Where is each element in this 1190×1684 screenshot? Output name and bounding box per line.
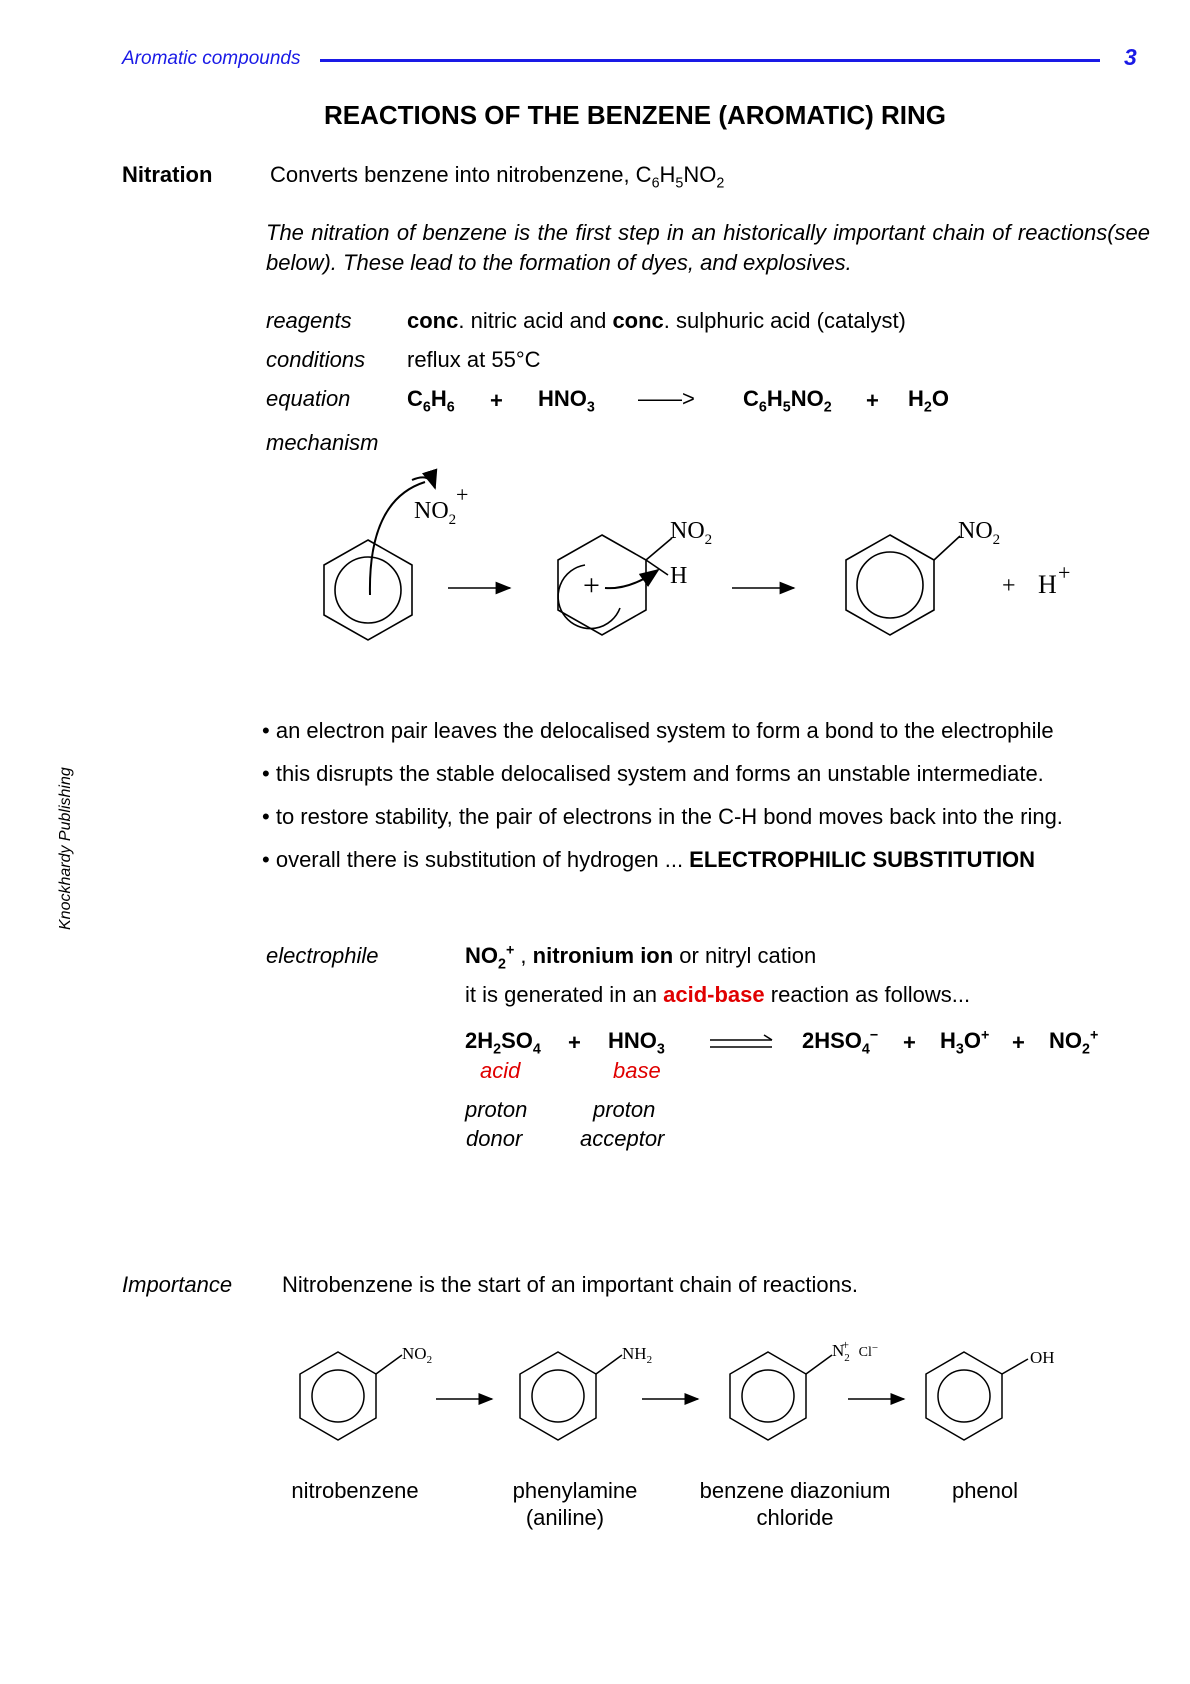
proton-acceptor-1: proton: [593, 1097, 656, 1122]
conditions-value: reflux at 55°C: [407, 347, 541, 372]
page-number: 3: [1124, 44, 1137, 70]
nitration-paragraph: The nitration of benzene is the first step in an historically important chain of reactions(see below). These lead to the formation of dyes, and explosives.: [266, 220, 1150, 275]
equation-reactant-nitric-acid: $HNO_3$: [538, 386, 595, 416]
publisher-sidebar: Knockhardy Publishing: [57, 767, 74, 930]
chain-group-2: $NH_2$: [622, 1344, 653, 1366]
page-title: REACTIONS OF THE BENZENE (AROMATIC) RING: [323, 100, 947, 130]
product-no2: $NO_2$: [958, 518, 1001, 548]
nitration-label: Nitration: [122, 162, 213, 187]
bullet-4: • overall there is substitution of hydrogen ... ELECTROPHILIC SUBSTITUTION: [262, 847, 1036, 872]
chain-name-3b: chloride: [756, 1505, 834, 1530]
acid-base-plus-1: +: [568, 1030, 581, 1055]
chain-phenol: [926, 1348, 1055, 1440]
hydrogensulphate-ion: $2HSO_4^-$: [802, 1027, 879, 1058]
wheland-intermediate: [558, 535, 672, 635]
chain-phenylamine: [520, 1344, 652, 1440]
equation-plus-2: +: [866, 388, 879, 413]
chain-group-1: $NO_2$: [402, 1344, 433, 1366]
mechanism-label: mechanism: [266, 430, 379, 455]
nitric-acid: $HNO_3$: [608, 1028, 665, 1058]
bullet-2: • this disrupts the stable delocalised system and forms an unstable intermediate.: [262, 761, 1044, 786]
equilibrium-arrow: [708, 1034, 776, 1052]
nitronium-ion: $NO_2$: [414, 498, 457, 528]
intermediate-charge: +: [583, 569, 600, 602]
nitronium-product: $NO_2^+$: [1049, 1027, 1099, 1058]
equation-label: equation: [266, 386, 351, 411]
equation-plus-1: +: [490, 388, 503, 413]
mechanism-diagram: [300, 460, 1120, 660]
reaction-chain-diagram: [290, 1335, 1090, 1455]
header-section-title: Aromatic compounds: [122, 48, 301, 69]
reagents-label: reagents: [266, 308, 352, 333]
chain-name-2b: (aniline): [525, 1505, 605, 1530]
equation-product-nitrobenzene: $C_6H_5NO_2$: [743, 386, 832, 416]
proton-acceptor-2: acceptor: [580, 1126, 665, 1151]
chain-name-3a: benzene diazonium: [699, 1478, 891, 1503]
sulphuric-acid: $2H_2SO_4$: [465, 1028, 541, 1058]
proton-donor-1: proton: [465, 1097, 528, 1122]
reagents-value: conc. nitric acid and conc. sulphuric acid (catalyst): [407, 308, 906, 333]
chain-name-2a: phenylamine: [512, 1478, 638, 1503]
equation-arrow: ——>: [638, 386, 695, 411]
proton-charge: +: [1058, 560, 1071, 585]
benzene-ring-1: [324, 540, 412, 640]
base-label: base: [613, 1058, 661, 1083]
nitrobenzene-ring: [846, 535, 960, 635]
chain-diazonium: [730, 1337, 878, 1440]
importance-label: Importance: [122, 1272, 233, 1297]
acid-label: acid: [480, 1058, 521, 1083]
curly-arrow-2: [605, 570, 658, 588]
intermediate-h: H: [670, 563, 688, 589]
hydronium-ion: $H_3O^+$: [940, 1027, 990, 1058]
chain-nitrobenzene: [300, 1344, 432, 1440]
conditions-label: conditions: [266, 347, 366, 372]
generation-text: it is generated in an acid-base reaction as follows...: [465, 982, 971, 1007]
acid-base-plus-2: +: [903, 1030, 916, 1055]
equation-product-water: $H_2O$: [908, 386, 949, 416]
header-rule: [320, 59, 1100, 62]
importance-text: Nitrobenzene is the start of an important chain of reactions.: [282, 1272, 858, 1297]
chain-group-4: OH: [1030, 1348, 1055, 1367]
nitration-intro: Converts benzene into nitrobenzene, $C_6H_5NO_2$: [270, 162, 725, 192]
bullet-1: • an electron pair leaves the delocalised system to form a bond to the electrophile: [262, 718, 1054, 743]
proton: H: [1038, 570, 1057, 599]
electrophile-definition: $NO_2^+$ , nitronium ion or nitryl cation: [465, 942, 817, 973]
nitronium-charge: +: [456, 482, 469, 507]
equation-reactant-benzene: $C_6H_6$: [407, 386, 455, 416]
intermediate-no2: $NO_2$: [670, 518, 713, 548]
proton-donor-2: donor: [466, 1126, 523, 1151]
bullet-3: • to restore stability, the pair of electrons in the C-H bond moves back into the ring.: [262, 804, 1063, 829]
chain-name-4: phenol: [951, 1478, 1019, 1503]
chain-group-3: $N_2+ Cl^-$: [832, 1337, 879, 1364]
proton-plus-sign: +: [1002, 573, 1016, 599]
chain-name-1: nitrobenzene: [291, 1478, 419, 1503]
acid-base-plus-3: +: [1012, 1030, 1025, 1055]
electrophile-label: electrophile: [266, 943, 379, 968]
